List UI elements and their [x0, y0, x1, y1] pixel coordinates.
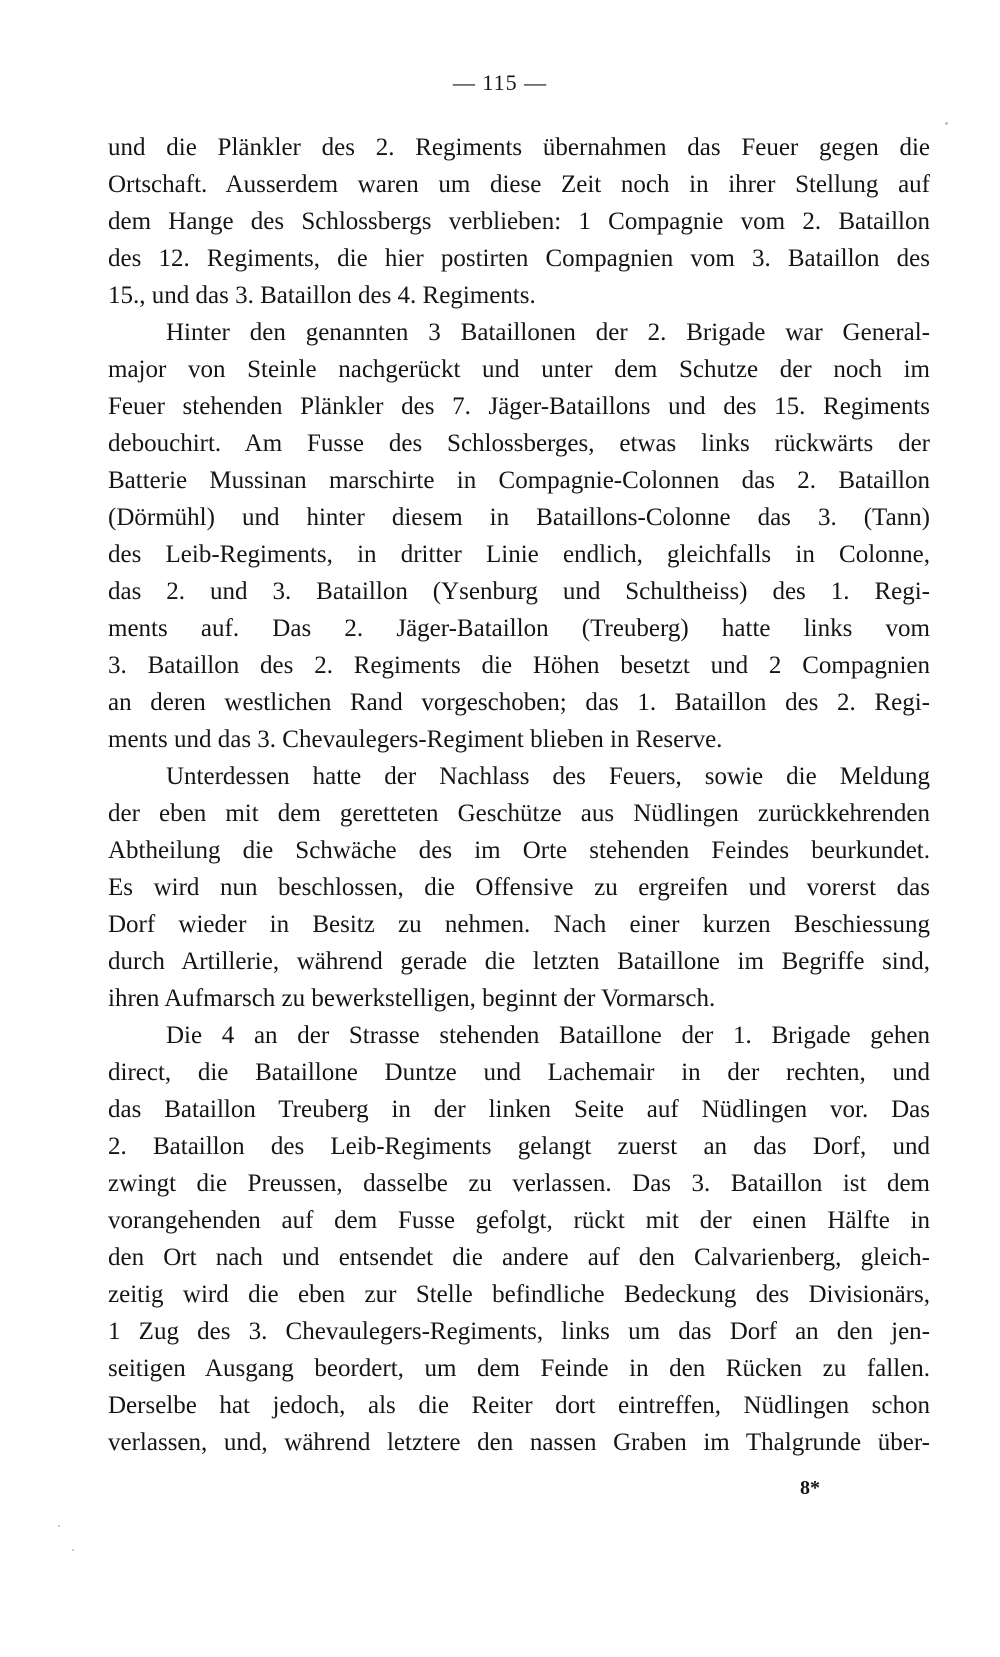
- text-line: ments und das 3. Chevaulegers-Regiment blieben in Reserve.: [108, 726, 723, 753]
- text-line: direct, die Bataillone Duntze und Lachemair in der rechten, und: [108, 1059, 930, 1086]
- paper-speck: [72, 1549, 74, 1551]
- text-line: 2. Bataillon des Leib-Regiments gelangt zuerst an das Dorf, und: [108, 1133, 930, 1160]
- text-line: Dorf wieder in Besitz zu nehmen. Nach einer kurzen Beschiessung: [108, 911, 930, 938]
- text-line: major von Steinle nachgerückt und unter dem Schutze der noch im: [108, 356, 930, 383]
- text-line: (Dörmühl) und hinter diesem in Bataillons-Colonne das 3. (Tann): [108, 504, 930, 531]
- text-line: 3. Bataillon des 2. Regiments die Höhen besetzt und 2 Compagnien: [108, 652, 930, 679]
- text-line: Abtheilung die Schwäche des im Orte stehenden Feindes beurkundet.: [108, 837, 930, 864]
- text-line: verlassen, und, während letztere den nassen Graben im Thalgrunde über-: [108, 1429, 930, 1456]
- text-line: dem Hange des Schlossbergs verblieben: 1 Compagnie vom 2. Bataillon: [108, 208, 930, 235]
- text-line: zwingt die Preussen, dasselbe zu verlassen. Das 3. Bataillon ist dem: [108, 1170, 930, 1197]
- text-line: Derselbe hat jedoch, als die Reiter dort eintreffen, Nüdlingen schon: [108, 1392, 930, 1419]
- text-line: vorangehenden auf dem Fusse gefolgt, rückt mit der einen Hälfte in: [108, 1207, 930, 1234]
- printer-signature: 8*: [800, 1477, 820, 1499]
- text-line: durch Artillerie, während gerade die letzten Bataillone im Begriffe sind,: [108, 948, 930, 975]
- text-line: Die 4 an der Strasse stehenden Bataillone der 1. Brigade gehen: [166, 1022, 930, 1049]
- text-line: der eben mit dem geretteten Geschütze aus Nüdlingen zurückkehrenden: [108, 800, 930, 827]
- text-line: den Ort nach und entsendet die andere auf den Calvarienberg, gleich-: [108, 1244, 930, 1271]
- paper-speck: [58, 1525, 60, 1527]
- text-line: 1 Zug des 3. Chevaulegers-Regiments, links um das Dorf an den jen-: [108, 1318, 930, 1345]
- text-line: seitigen Ausgang beordert, um dem Feinde in den Rücken zu fallen.: [108, 1355, 930, 1382]
- text-line: das Bataillon Treuberg in der linken Seite auf Nüdlingen vor. Das: [108, 1096, 930, 1123]
- text-line: zeitig wird die eben zur Stelle befindliche Bedeckung des Divisionärs,: [108, 1281, 930, 1308]
- text-line: ihren Aufmarsch zu bewerkstelligen, beginnt der Vormarsch.: [108, 985, 716, 1012]
- page-number: — 115 —: [452, 70, 548, 95]
- text-line: ments auf. Das 2. Jäger-Bataillon (Treuberg) hatte links vom: [108, 615, 930, 642]
- text-line: des Leib-Regiments, in dritter Linie endlich, gleichfalls in Colonne,: [108, 541, 930, 568]
- text-line: Batterie Mussinan marschirte in Compagnie-Colonnen das 2. Bataillon: [108, 467, 930, 494]
- text-line: 15., und das 3. Bataillon des 4. Regiments.: [108, 282, 536, 309]
- text-line: Unterdessen hatte der Nachlass des Feuers, sowie die Meldung: [166, 763, 930, 790]
- text-line: Es wird nun beschlossen, die Offensive zu ergreifen und vorerst das: [108, 874, 930, 901]
- text-line: an deren westlichen Rand vorgeschoben; das 1. Bataillon des 2. Regi-: [108, 689, 930, 716]
- text-line: debouchirt. Am Fusse des Schlossberges, etwas links rückwärts der: [108, 430, 930, 457]
- body-text: [108, 129, 930, 1461]
- text-line: des 12. Regiments, die hier postirten Compagnien vom 3. Bataillon des: [108, 245, 930, 272]
- text-line: und die Plänkler des 2. Regiments übernahmen das Feuer gegen die: [108, 134, 930, 161]
- text-line: Ortschaft. Ausserdem waren um diese Zeit noch in ihrer Stellung auf: [108, 171, 930, 198]
- text-line: Feuer stehenden Plänkler des 7. Jäger-Bataillons und des 15. Regiments: [108, 393, 930, 420]
- text-line: das 2. und 3. Bataillon (Ysenburg und Schultheiss) des 1. Regi-: [108, 578, 930, 605]
- paper-speck: [945, 122, 948, 125]
- text-line: Hinter den genannten 3 Bataillonen der 2. Brigade war General-: [166, 319, 930, 346]
